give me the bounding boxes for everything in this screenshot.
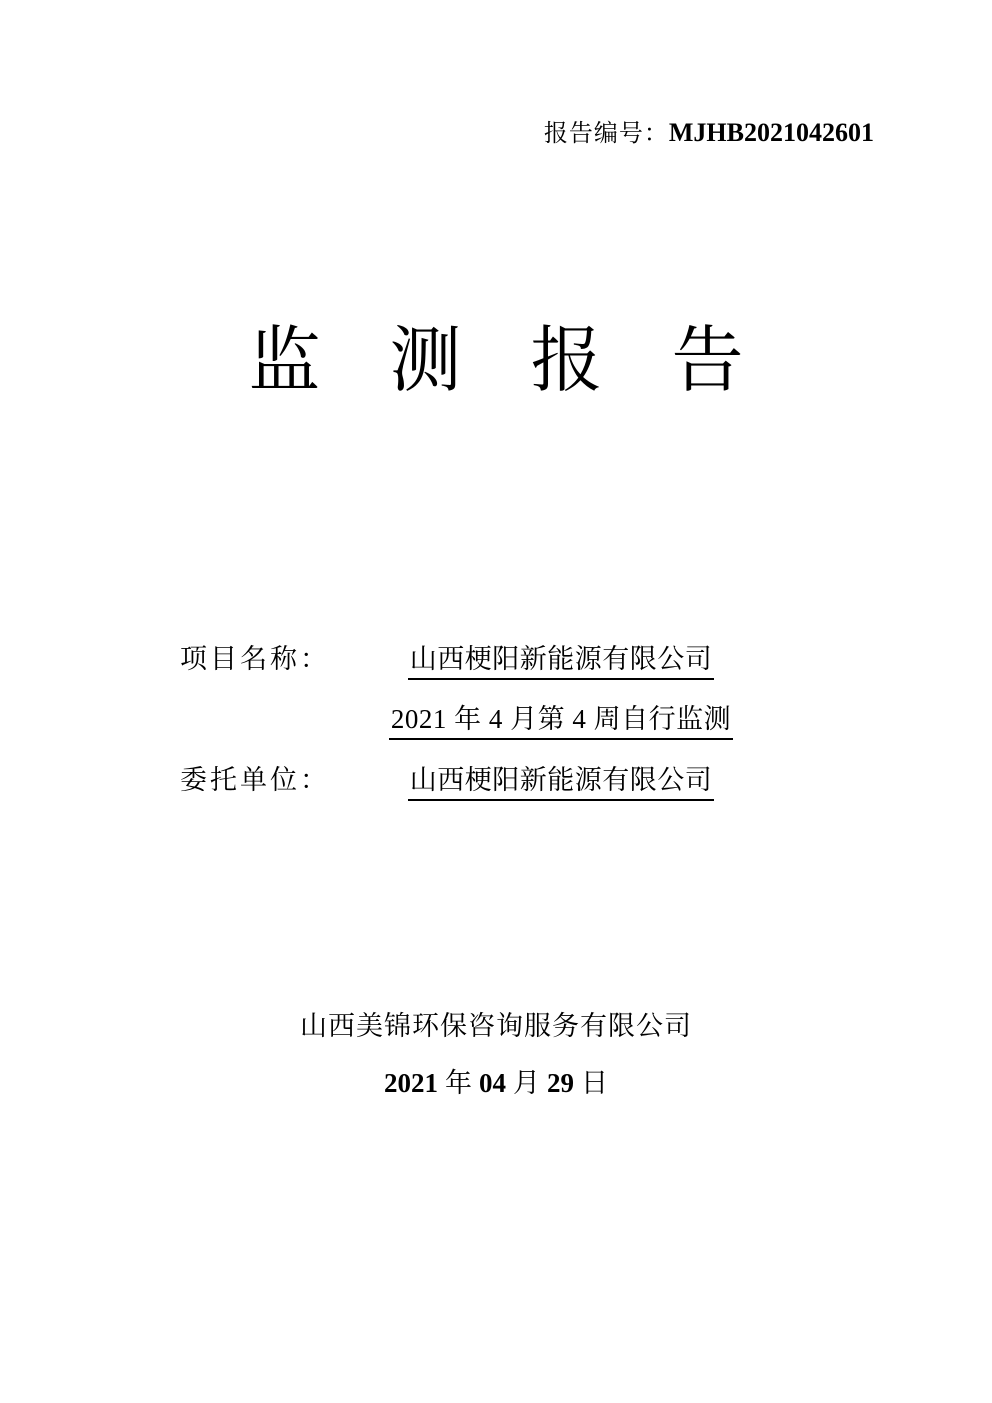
project-name-value-wrap: [376, 642, 746, 682]
project-name-label: 项目名称：: [180, 644, 330, 674]
project-name-value-line2: 2021 年 4 月第 4 周自行监测: [389, 702, 733, 740]
client-value: 山西梗阳新能源有限公司: [408, 763, 715, 801]
report-number-line: [544, 118, 874, 152]
project-period-value-wrap: [376, 702, 746, 742]
issue-date-month-unit: 月: [513, 1068, 540, 1098]
client-row: [180, 762, 780, 803]
issue-date-line: [0, 1065, 992, 1101]
page-title: 监测报告: [248, 321, 813, 401]
project-name-row: [180, 641, 780, 682]
issue-date-day-unit: 日: [581, 1068, 608, 1098]
footer-block: [0, 1008, 992, 1101]
project-name-row-continued: [180, 702, 780, 742]
project-name-value-line1: 山西梗阳新能源有限公司: [408, 642, 715, 680]
client-value-wrap: [376, 763, 746, 803]
issue-date-day: 29: [547, 1068, 574, 1098]
issue-date-year-unit: 年: [445, 1068, 472, 1098]
issuing-company-name: 山西美锦环保咨询服务有限公司: [300, 1011, 692, 1041]
report-number-label: 报告编号：: [543, 121, 669, 147]
report-number-value: MJHB2021042601: [668, 118, 874, 147]
issue-date-month: 04: [479, 1068, 506, 1098]
project-info-block: [180, 641, 780, 823]
issue-date-year: 2021: [384, 1068, 438, 1098]
client-label: 委托单位：: [180, 765, 330, 795]
